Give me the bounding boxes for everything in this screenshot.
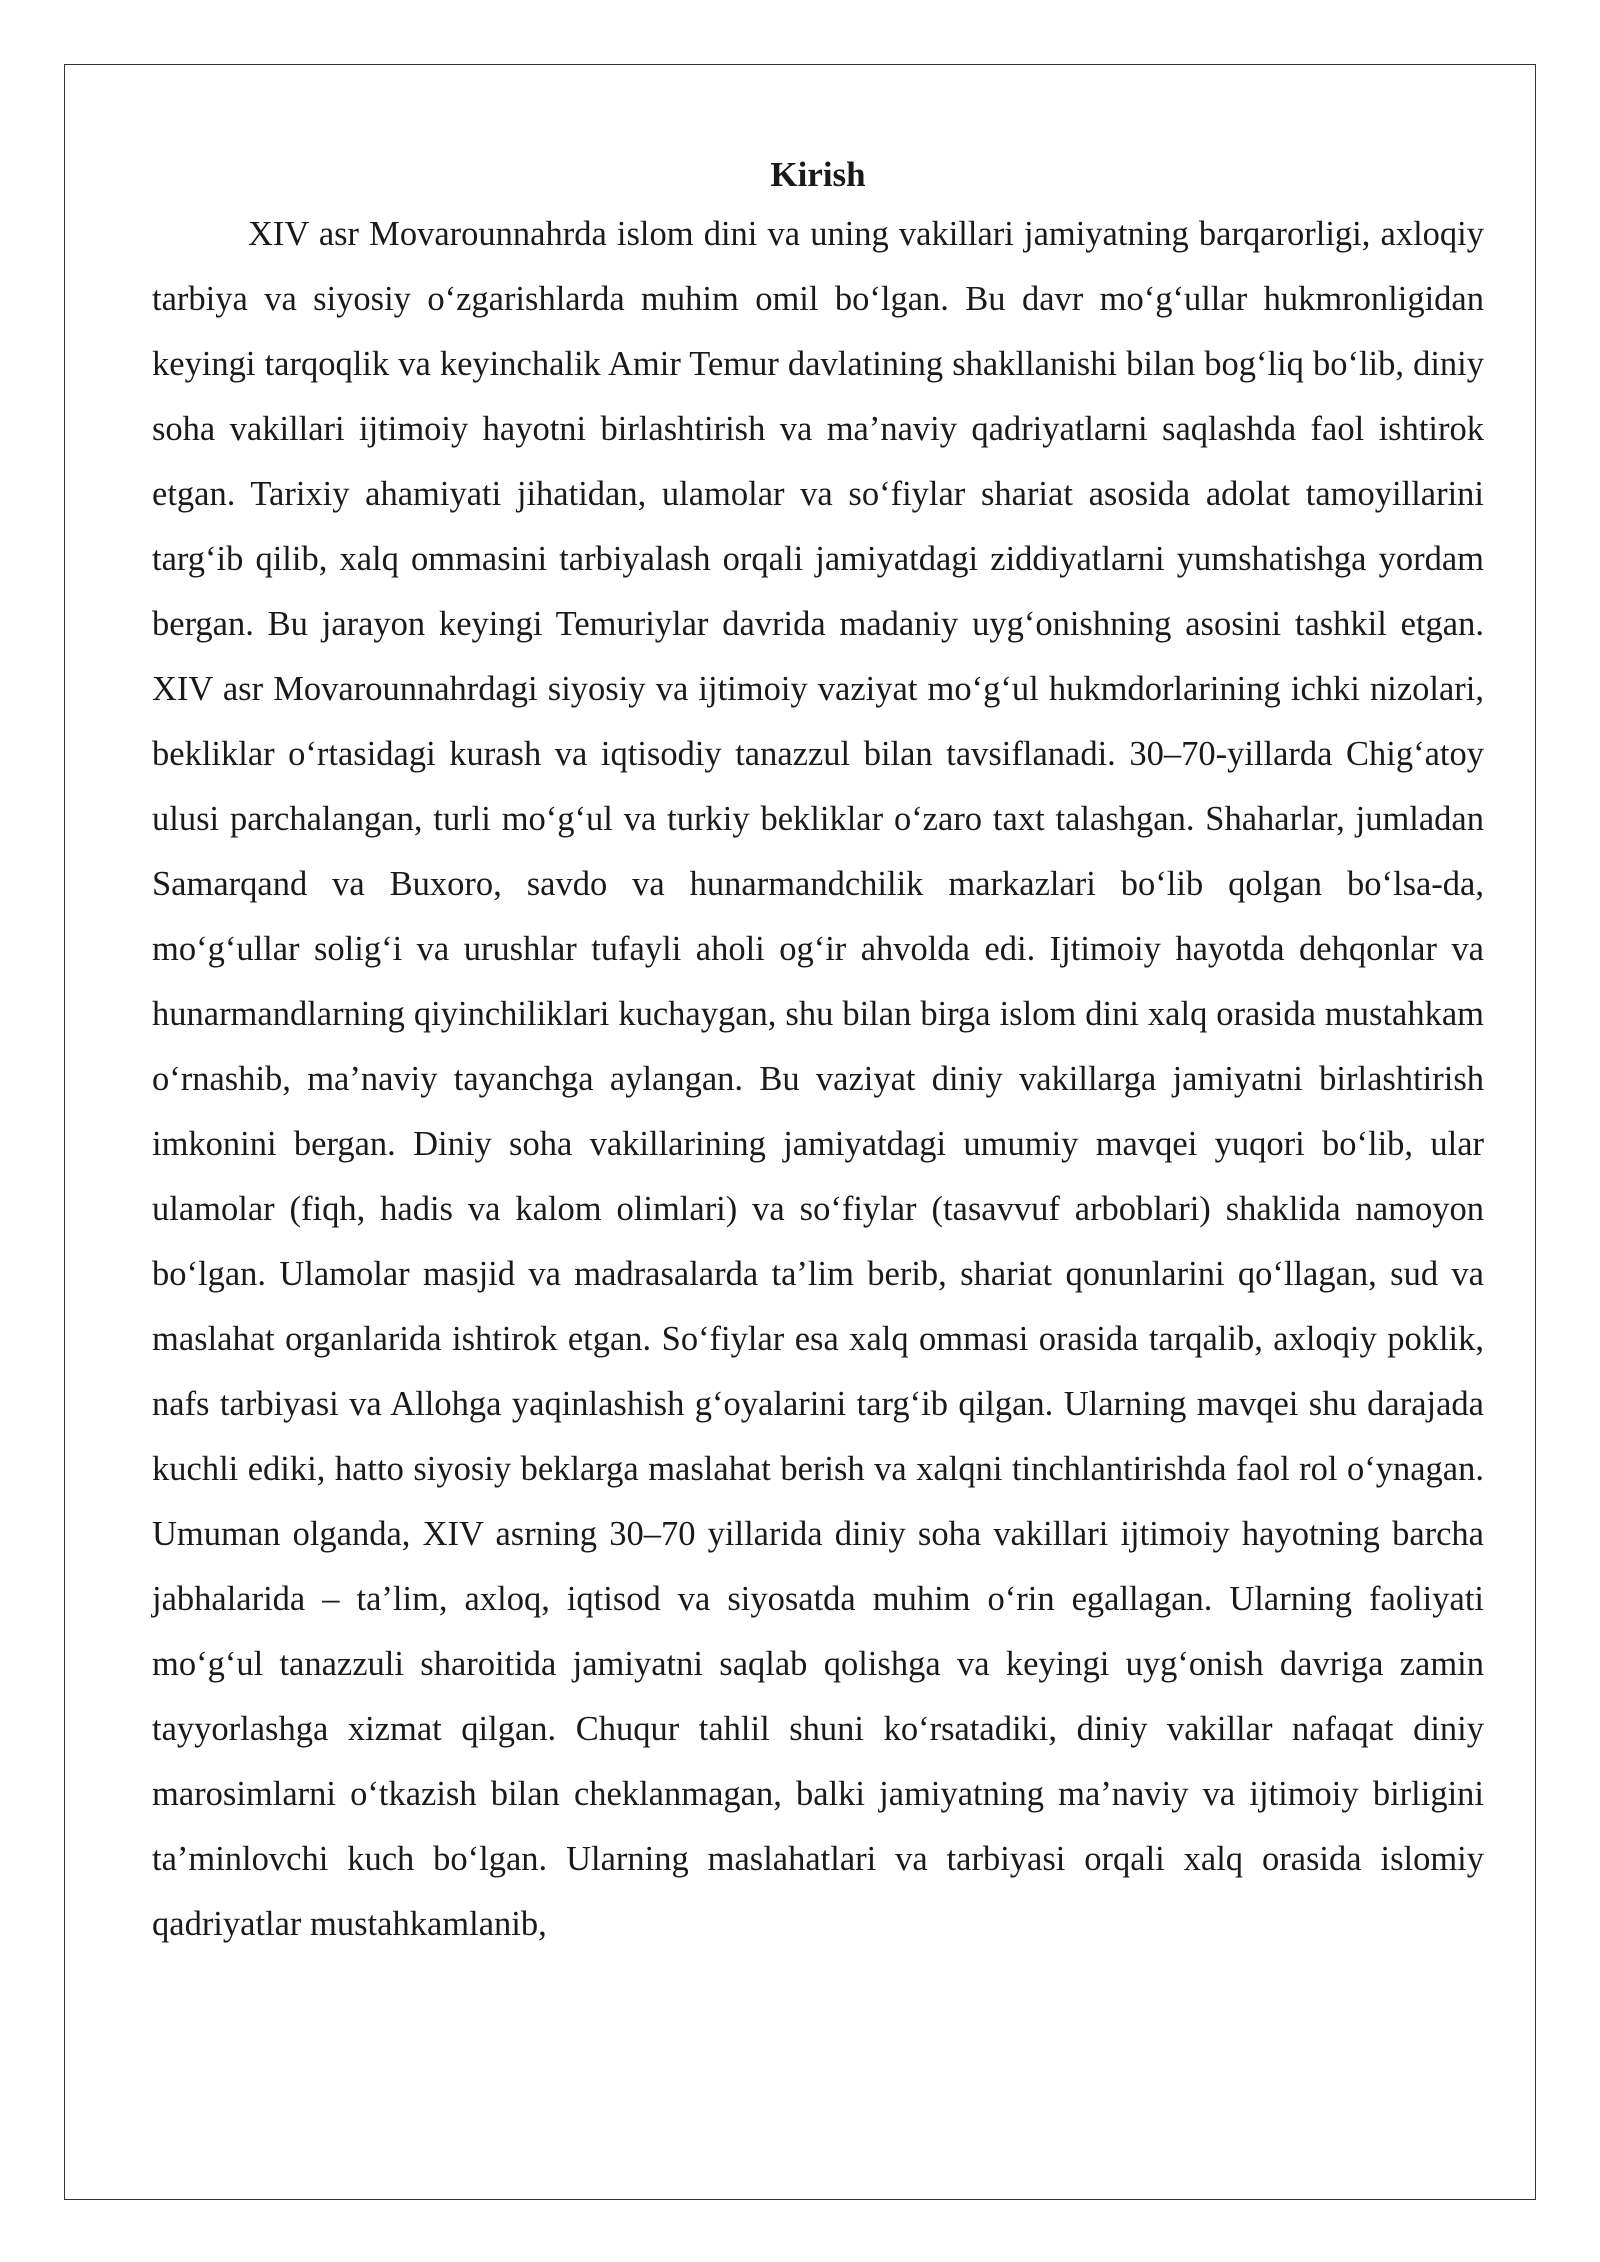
document-title: Kirish xyxy=(770,155,866,194)
document-body xyxy=(152,148,1484,1957)
body-paragraph: XIV asr Movarounnahrda islom dini va uning vakillari jamiyatning barqarorligi, axloqiy tarbiya va siyosiy o‘zgarishlarda muhim omil bo‘lgan. Bu davr mo‘g‘ullar hukmronligidan keyingi tarqoqlik va keyinchalik Amir Temur davlatining shakllanishi bilan bog‘liq bo‘lib, diniy soha vakillari ijtimoiy hayotni birlashtirish va ma’naviy qadriyatlarni saqlashda faol ishtirok etgan. Tarixiy ahamiyati jihatidan, ulamolar va so‘fiylar shariat asosida adolat tamoyillarini targ‘ib qilib, xalq ommasini tarbiyalash orqali jamiyatdagi ziddiyatlarni yumshatishga yordam bergan. Bu jarayon keyingi Temuriylar davrida madaniy uyg‘onishning asosini tashkil etgan. XIV asr Movarounnahrdagi siyosiy va ijtimoiy vaziyat mo‘g‘ul hukmdorlarining ichki nizolari, bekliklar o‘rtasidagi kurash va iqtisodiy tanazzul bilan tavsiflanadi. 30–70-yillarda Chig‘atoy ulusi parchalangan, turli mo‘g‘ul va turkiy bekliklar o‘zaro taxt talashgan. Shaharlar, jumladan Samarqand va Buxoro, savdo va hunarmandchilik markazlari bo‘lib qolgan bo‘lsa-da, mo‘g‘ullar solig‘i va urushlar tufayli aholi og‘ir ahvolda edi. Ijtimoiy hayotda dehqonlar va hunarmandlarning qiyinchiliklari kuchaygan, shu bilan birga islom dini xalq orasida mustahkam o‘rnashib, ma’naviy tayanchga aylangan. Bu vaziyat diniy vakillarga jamiyatni birlashtirish imkonini bergan. Diniy soha vakillarining jamiyatdagi umumiy mavqei yuqori bo‘lib, ular ulamolar (fiqh, hadis va kalom olimlari) va so‘fiylar (tasavvuf arboblari) shaklida namoyon bo‘lgan. Ulamolar masjid va madrasalarda ta’lim berib, shariat qonunlarini qo‘llagan, sud va maslahat organlarida ishtirok etgan. So‘fiylar esa xalq ommasi orasida tarqalib, axloqiy poklik, nafs tarbiyasi va Allohga yaqinlashish g‘oyalarini targ‘ib qilgan. Ularning mavqei shu darajada kuchli ediki, hatto siyosiy beklarga maslahat berish va xalqni tinchlantirishda faol rol o‘ynagan. Umuman olganda, XIV asrning 30–70 yillarida diniy soha vakillari ijtimoiy hayotning barcha jabhalarida – ta’lim, axloq, iqtisod va siyosatda muhim o‘rin egallagan. Ularning faoliyati mo‘g‘ul tanazzuli sharoitida jamiyatni saqlab qolishga va keyingi uyg‘onish davriga zamin tayyorlashga xizmat qilgan. Chuqur tahlil shuni ko‘rsatadiki, diniy vakillar nafaqat diniy marosimlarni o‘tkazish bilan cheklanmagan, balki jamiyatning ma’naviy va ijtimoiy birligini ta’minlovchi kuch bo‘lgan. Ularning maslahatlari va tarbiyasi orqali xalq orasida islomiy qadriyatlar mustahkamlanib, xyxy=(152,215,1484,1943)
